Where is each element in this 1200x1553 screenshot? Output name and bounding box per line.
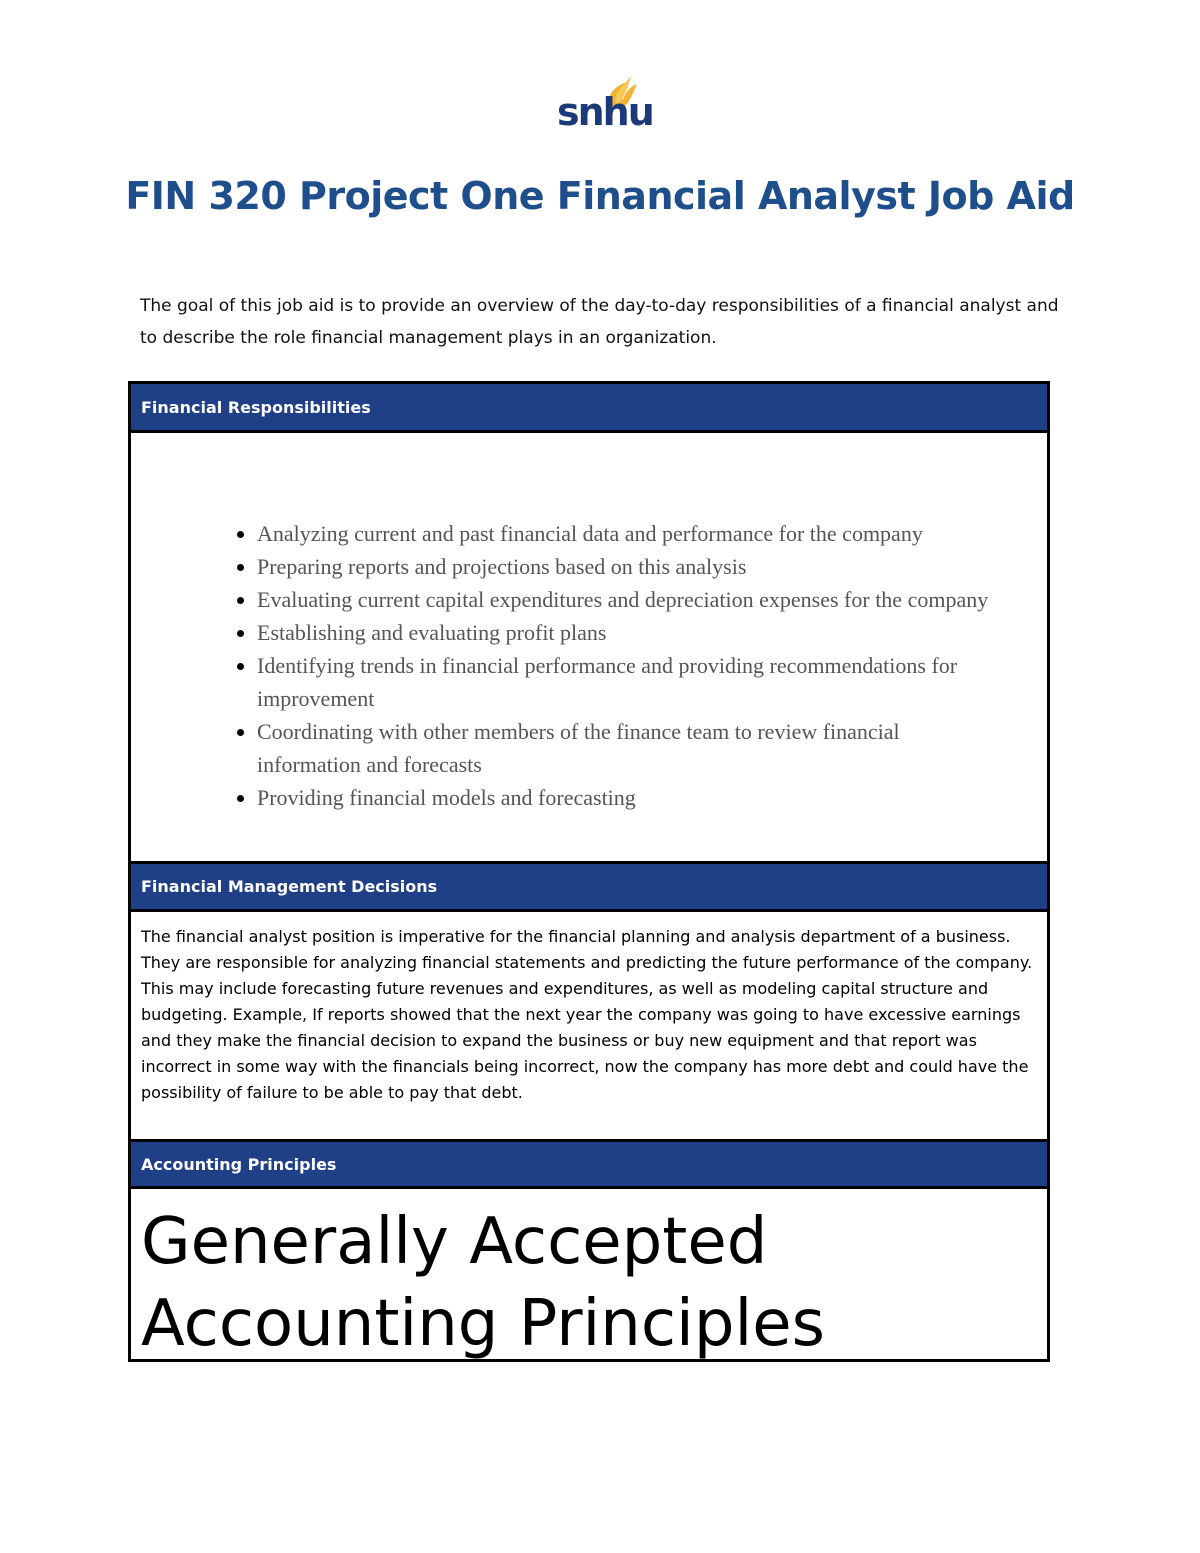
list-item: • Coordinating with other members of the finance team to review financial information and forecasts (257, 715, 997, 781)
responsibilities-section (131, 433, 1047, 864)
responsibilities-header (131, 384, 1047, 433)
principles-header-label: Accounting Principles (141, 1154, 337, 1174)
job-aid-table (128, 381, 1050, 1362)
decisions-header (131, 864, 1047, 912)
list-item: • Preparing reports and projections based on this analysis (257, 550, 997, 583)
decisions-header-label: Financial Management Decisions (141, 877, 438, 896)
list-item: • Identifying trends in financial performance and providing recommendations for improvement (257, 649, 997, 715)
responsibilities-header-label: Financial Responsibilities (141, 397, 371, 417)
responsibilities-list (201, 517, 997, 814)
principles-body: Generally Accepted Accounting Principles (141, 1205, 825, 1361)
list-item: • Evaluating current capital expenditures and depreciation expenses for the company (257, 583, 997, 616)
intro-paragraph: The goal of this job aid is to provide an overview of the day-to-day responsibilities of a financial analyst and to describe the role financial management plays in an organization. (140, 296, 1059, 348)
list-item: • Establishing and evaluating profit plans (257, 616, 997, 649)
list-item: • Providing financial models and forecasting (257, 781, 997, 814)
list-item: • Analyzing current and past financial data and performance for the company (257, 517, 997, 550)
logo-text: snhu (557, 90, 653, 134)
page-title: FIN 320 Project One Financial Analyst Job Aid (125, 174, 1075, 218)
snhu-logo (553, 72, 653, 134)
decisions-body: The financial analyst position is imperative for the financial planning and analysis department of a business. They are responsible for analyzing financial statements and predicting the future performance of the company. This may include forecasting future revenues and expenditures, as well as modeling capital structure and budgeting. Example, If reports showed that the next year the company was going to have excessive earnings and they make the financial decision to expand the business or buy new equipment and that report was incorrect in some way with the financials being incorrect, now the company has more debt and could have the possibility of failure to be able to pay that debt. (131, 912, 1047, 1142)
principles-header (131, 1142, 1047, 1189)
